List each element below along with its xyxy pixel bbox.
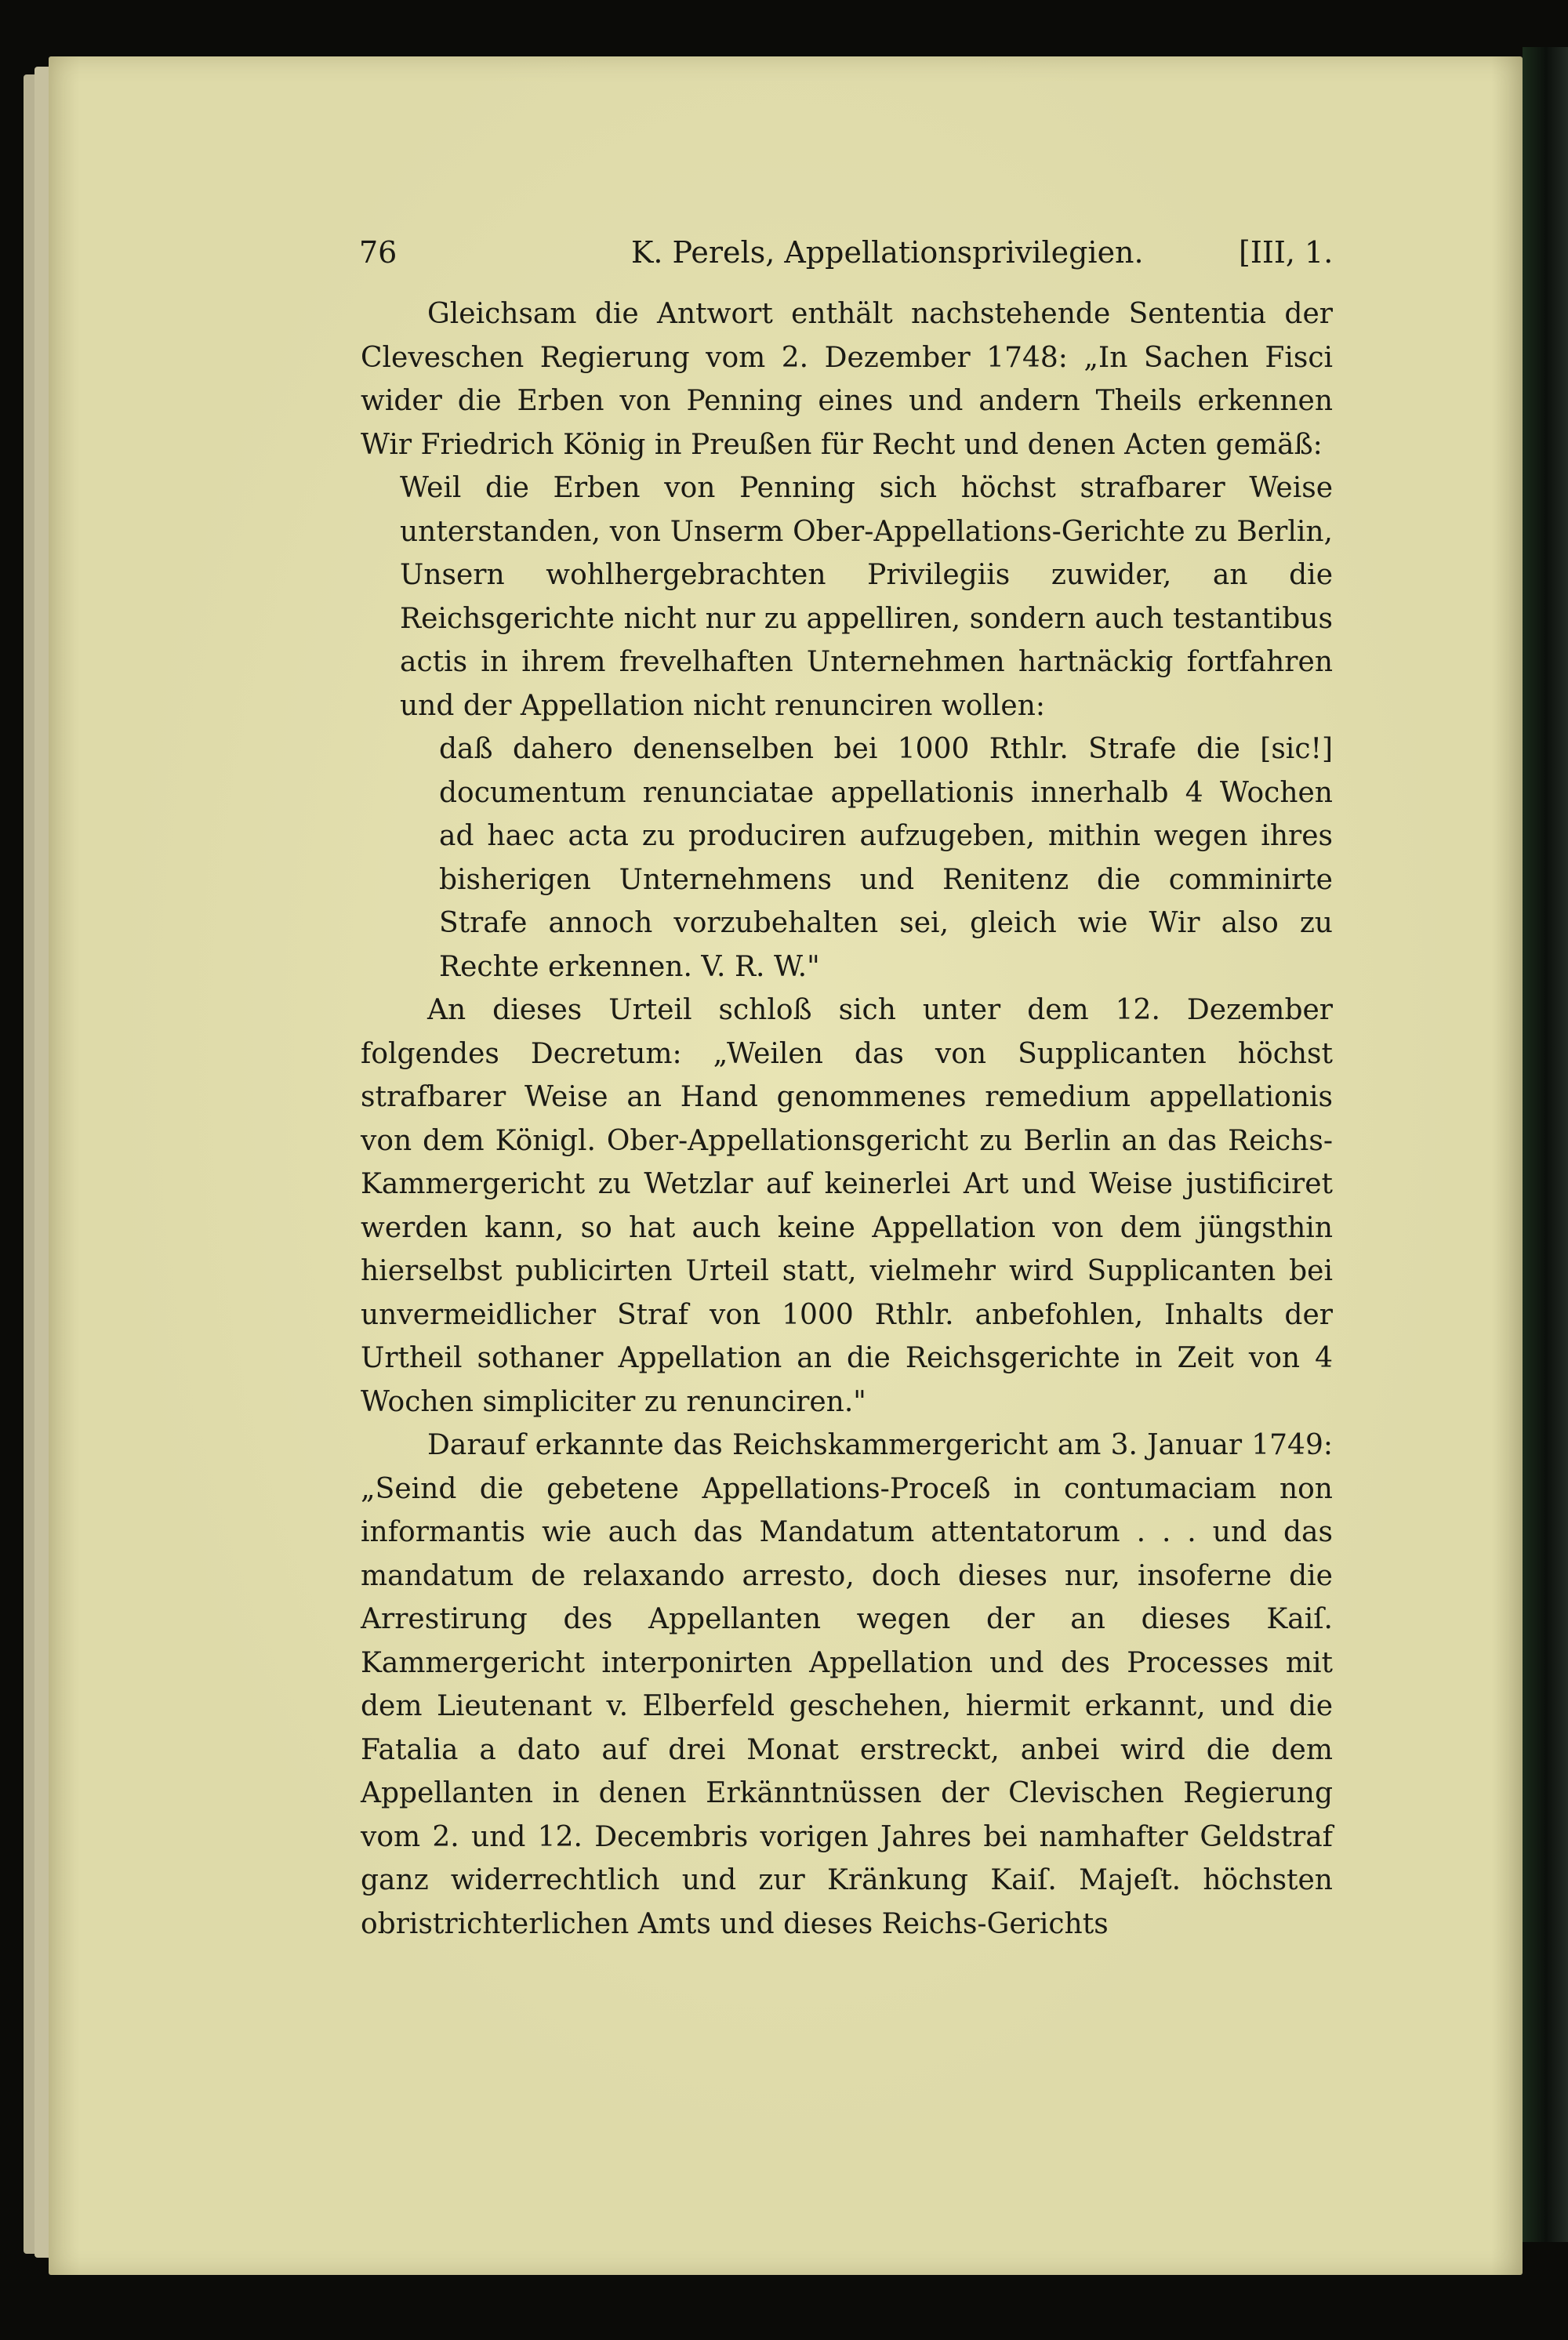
page-number: 76 [359, 235, 397, 270]
paragraph-dass: daß dahero denenselben bei 1000 Rthlr. Strafe die [sic!] documentum renunciatae appellationis innerhalb 4 Wochen ad haec acta zu produciren aufzugeben, mithin wegen ihres bisherigen Unternehmens und Renitenz die comminirte Strafe annoch vorzubehalten sei, gleich wie Wir also zu Rechte erkennen. V. R. W." [439, 733, 1333, 983]
paragraph-decretum: An dieses Urteil schloß sich unter dem 12. Dezember folgendes Decretum: „Weilen das von Supplicanten höchst strafbarer Weise an Hand genommenes remedium appellationis von dem Königl. Ober-Appellationsgericht zu Berlin an das Reichs-Kammergericht zu Wetzlar auf keinerlei Art und Weise justificiret werden kann, so hat auch keine Appellation von dem jüngsthin hierselbst publicirten Urteil statt, vielmehr wird Supplicanten bei unvermeidlicher Straf von 1000 Rthlr. anbefohlen, Inhalts der Urtheil sothaner Appellation an die Reichsgerichte in Zeit von 4 Wochen simpliciter zu renunciren." [361, 994, 1333, 1418]
running-title: K. Perels, Appellationsprivilegien. [631, 235, 1144, 270]
binding-edge [1523, 47, 1568, 2242]
section-reference: [III, 1. [1239, 235, 1334, 270]
paragraph-reichskammergericht: Darauf erkannte das Reichskammergericht am 3. Januar 1749: „Seind die gebetene Appellations-Proceß in contumaciam non informantis wie auch das Mandatum attentatorum . . . und das mandatum de relaxando arresto, doch dieses nur, insoferne die Arrestirung des Appellanten wegen der an dieses Kaiſ. Kammergericht interponirten Appellation und des Processes mit dem Lieutenant v. Elberfeld geschehen, hiermit erkannt, und die Fatalia a dato auf drei Monat erstreckt, anbei wird die dem Appellanten in denen Erkänntnüssen der Clevischen Regierung vom 2. und 12. Decembris vorigen Jahres bei namhafter Geldstraf ganz widerrechtlich und zur Kränkung Kaiſ. Majeſt. höchsten obristrichterlichen Amts und dieses Reichs-Gerichts [361, 1429, 1333, 1940]
paragraph-sententia: Gleichsam die Antwort enthält nachstehende Sententia der Cleveschen Regierung vom 2. Dezember 1748: „In Sachen Fisci wider die Erben von Penning eines und andern Theils erkennen Wir Friedrich König in Preußen für Recht und denen Acten gemäß: [361, 298, 1333, 461]
body-text [361, 292, 1333, 1946]
paragraph-weil: Weil die Erben von Penning sich höchst strafbarer Weise unterstanden, von Unserm Ober-Appellations-Gerichte zu Berlin, Unsern wohlhergebrachten Privilegiis zuwider, an die Reichsgerichte nicht nur zu appelliren, sondern auch testantibus actis in ihrem frevelhaften Unternehmen hartnäckig fortfahren und der Appellation nicht renunciren wollen: [400, 472, 1333, 722]
